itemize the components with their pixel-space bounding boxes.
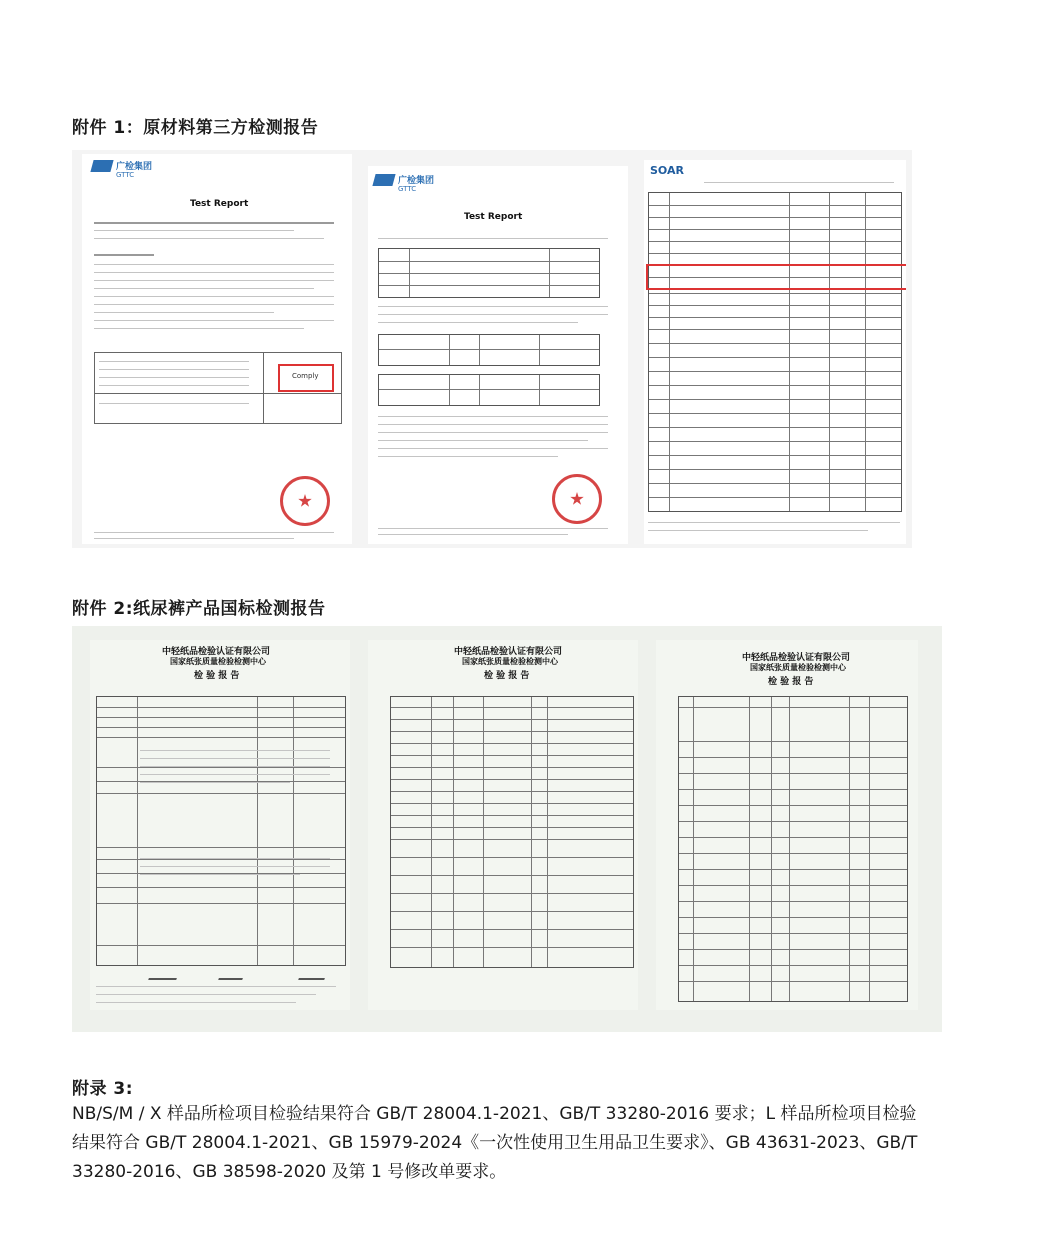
report-org: 中轻纸品检验认证有限公司 <box>162 647 271 657</box>
report-doc-title: 检 验 报 告 <box>768 677 814 687</box>
appendix3-line-2: 结果符合 GB/T 28004.1-2021、GB 15979-2024《一次性使用卫生用品卫生要求》、GB 43631-2023、GB/T <box>72 1133 918 1153</box>
gttc-logo-text: 广检集团 <box>398 176 435 186</box>
report-center: 国家纸张质量检验检测中心 <box>750 663 846 672</box>
appendix3-line-3: 33280-2016、GB 38598-2020 及第 1 号修改单要求。 <box>72 1162 507 1182</box>
report-table <box>678 696 908 1002</box>
highlighted-row <box>646 264 906 290</box>
signature-1 <box>148 970 180 980</box>
report-center: 国家纸张质量检验检测中心 <box>170 657 266 666</box>
report-org: 中轻纸品检验认证有限公司 <box>454 647 563 657</box>
test-report-1 <box>82 154 352 544</box>
inspection-report-3 <box>656 640 918 1010</box>
signature-2 <box>218 970 246 980</box>
report-center: 国家纸张质量检验检测中心 <box>462 657 558 666</box>
gttc-logo-text: 广检集团 <box>116 162 153 172</box>
report-doc-title: 检 验 报 告 <box>484 671 530 681</box>
attachment2-heading: 附件 2:纸尿裤产品国标检测报告 <box>72 599 326 619</box>
soar-logo: SOAR <box>650 164 684 177</box>
test-report-3-soar <box>644 160 906 544</box>
comply-label: Comply <box>292 372 319 380</box>
inspection-report-1 <box>90 640 350 1010</box>
comply-highlight <box>278 364 334 392</box>
testing-requirements-table <box>378 248 600 298</box>
report-title: Test Report <box>464 212 523 222</box>
appendix3-line-1: NB/S/M / X 样品所检项目检验结果符合 GB/T 28004.1-2021、GB/T 33280-2016 要求；L 样品所检项目检验 <box>72 1104 917 1124</box>
attachment1-heading: 附件 1：原材料第三方检测报告 <box>72 118 319 138</box>
red-seal-stamp <box>552 474 602 524</box>
report-table <box>390 696 634 968</box>
test-report-2 <box>368 166 628 544</box>
appendix3-heading: 附录 3: <box>72 1079 134 1099</box>
gttc-logo-sub: GTTC <box>398 185 417 193</box>
svhc-result-table-2 <box>378 374 600 406</box>
report-org: 中轻纸品检验认证有限公司 <box>742 653 851 663</box>
attachment1-image-strip <box>72 150 912 548</box>
gttc-logo-icon <box>90 160 113 172</box>
gttc-logo-sub: GTTC <box>116 171 135 179</box>
signature-3 <box>298 970 328 980</box>
red-seal-stamp <box>280 476 330 526</box>
report-title: Test Report <box>190 199 249 209</box>
inspection-report-2 <box>368 640 638 1010</box>
attachment2-image-strip <box>72 626 942 1032</box>
report-doc-title: 检 验 报 告 <box>194 671 240 681</box>
report-table <box>96 696 346 966</box>
svhc-substance-table <box>648 192 902 512</box>
svhc-result-table-1 <box>378 334 600 366</box>
gttc-logo-icon <box>372 174 395 186</box>
